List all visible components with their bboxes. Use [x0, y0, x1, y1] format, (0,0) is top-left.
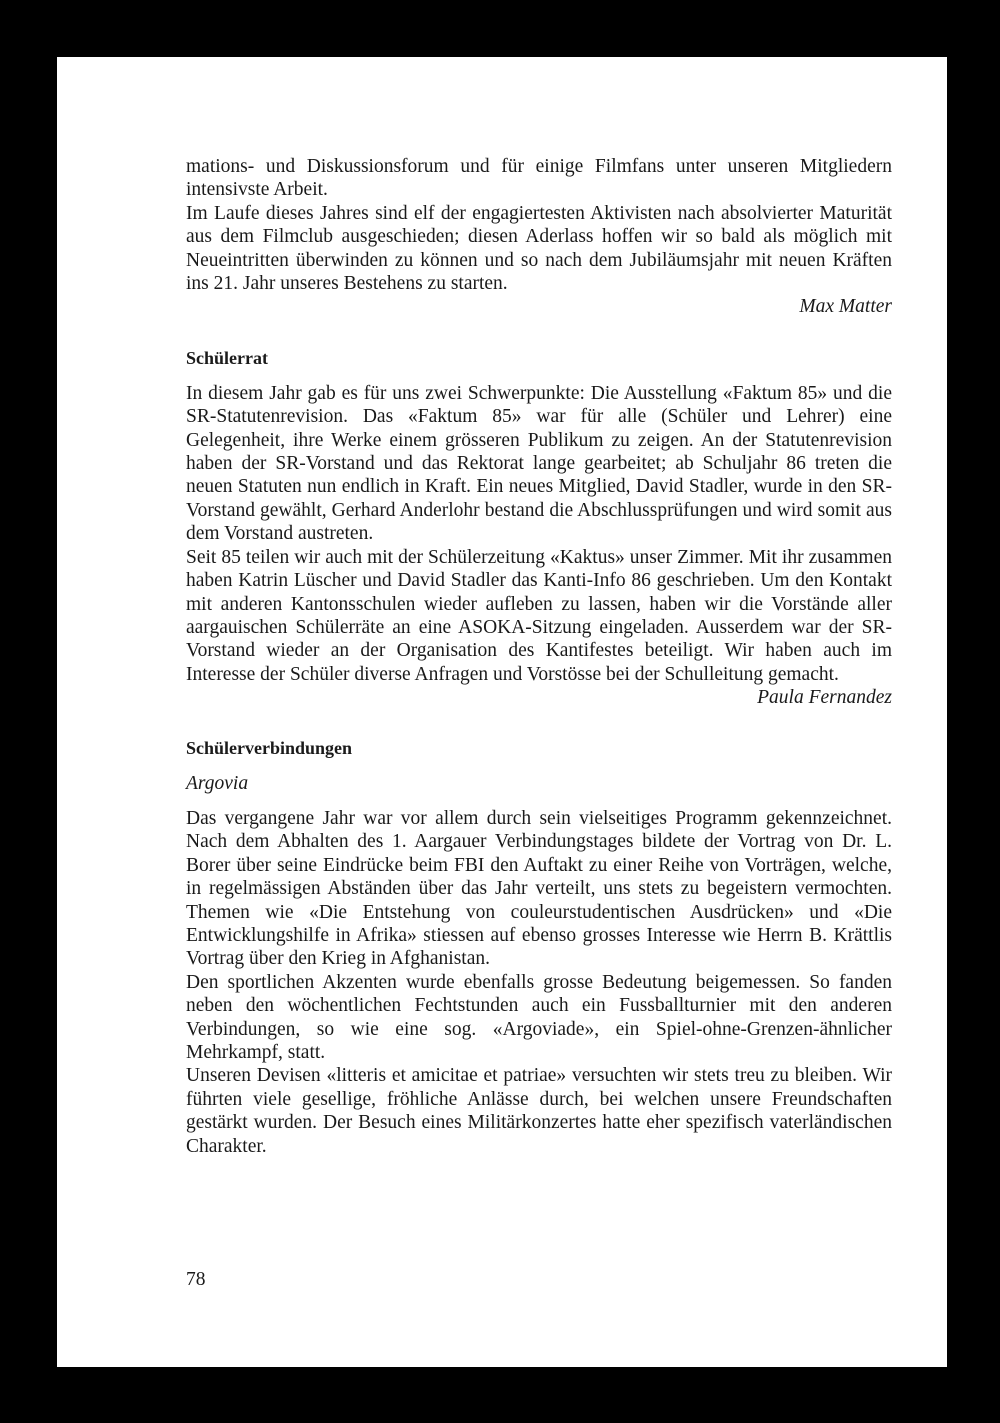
heading-schuelerrat: Schülerrat	[186, 347, 268, 368]
intro-paragraph-2: Im Laufe dieses Jahres sind elf der engagiertesten Aktivisten nach absolvierter Maturität aus dem Filmclub ausgeschieden; diesen Aderlass hoffen wir so bald als möglich mit Neueintritten überwinden zu können und so nach dem Jubiläumsjahr mit neuen Kräften ins 21. Jahr unseres Bestehens zu starten.	[186, 202, 892, 295]
heading-schuelerverbindungen: Schülerverbindungen	[186, 737, 353, 758]
subheading-argovia: Argovia	[186, 772, 249, 794]
schuelerrat-paragraph-2: Seit 85 teilen wir auch mit der Schülerzeitung «Kaktus» unser Zimmer. Mit ihr zusammen haben Katrin Lüscher und David Stadler das Kanti-Info 86 geschrieben. Um den Kontakt mit anderen Kantonsschulen wieder aufleben zu lassen, haben wir die Vorstände aller aargauischen Schülerräte an eine ASOKA-Sitzung eingeladen. Ausserdem war der SR-Vorstand wieder an der Organisation des Kantifestes beteiligt. Wir haben auch im Interesse der Schüler diverse Anfragen und Vorstösse bei der Schulleitung gemacht.	[186, 546, 892, 685]
page-content	[186, 155, 892, 1158]
intro-paragraph-1: mations- und Diskussionsforum und für einige Filmfans unter unseren Mitgliedern intensivste Arbeit.	[186, 156, 892, 201]
page-number: 78	[186, 1269, 206, 1290]
signature-paula-fernandez: Paula Fernandez	[757, 687, 892, 709]
schuelerrat-paragraph-1: In diesem Jahr gab es für uns zwei Schwerpunkte: Die Ausstellung «Faktum 85» und die SR-Statutenrevision. Das «Faktum 85» war für alle (Schüler und Lehrer) eine Gelegenheit, ihre Werke einem grösseren Publikum zu zeigen. An der Statutenrevision haben der SR-Vorstand und das Rektorat lange gearbeitet; ab Schuljahr 86 treten die neuen Statuten nun endlich in Kraft. Ein neues Mitglied, David Stadler, wurde in den SR-Vorstand gewählt, Gerhard Anderlohr bestand die Abschlussprüfungen und wird somit aus dem Vorstand austreten.	[186, 382, 892, 545]
argovia-paragraph-2: Den sportlichen Akzenten wurde ebenfalls grosse Bedeutung beigemessen. So fanden neben den wöchentlichen Fechtstunden auch ein Fussballturnier mit den anderen Verbindungen, so wie eine sog. «Argoviade», ein Spiel-ohne-Grenzen-ähnlicher Mehrkampf, statt.	[186, 971, 892, 1063]
argovia-paragraph-3: Unseren Devisen «litteris et amicitae et patriae» versuchten wir stets treu zu bleiben. Wir führten viele gesellige, fröhliche Anlässe durch, bei welchen unsere Freundschaften gestärkt wurden. Der Besuch eines Militärkonzertes hatte eher spezifisch vaterländischen Charakter.	[186, 1065, 892, 1157]
signature-max-matter: Max Matter	[799, 296, 892, 318]
document-page	[57, 57, 947, 1367]
argovia-paragraph-1: Das vergangene Jahr war vor allem durch sein vielseitiges Programm gekennzeichnet. Nach dem Abhalten des 1. Aargauer Verbindungstages bildete der Vortrag von Dr. L. Borer über seine Eindrücke beim FBI den Auftakt zu einer Reihe von Vorträgen, welche, in regelmässigen Abständen über das Jahr verteilt, uns stets zu begeistern vermochten. Themen wie «Die Entstehung von couleurstudentischen Ausdrücken» und «Die Entwicklungshilfe in Afrika» stiessen auf ebenso grosses Interesse wie Herrn B. Krättlis Vortrag über den Krieg in Afghanistan.	[186, 807, 892, 970]
